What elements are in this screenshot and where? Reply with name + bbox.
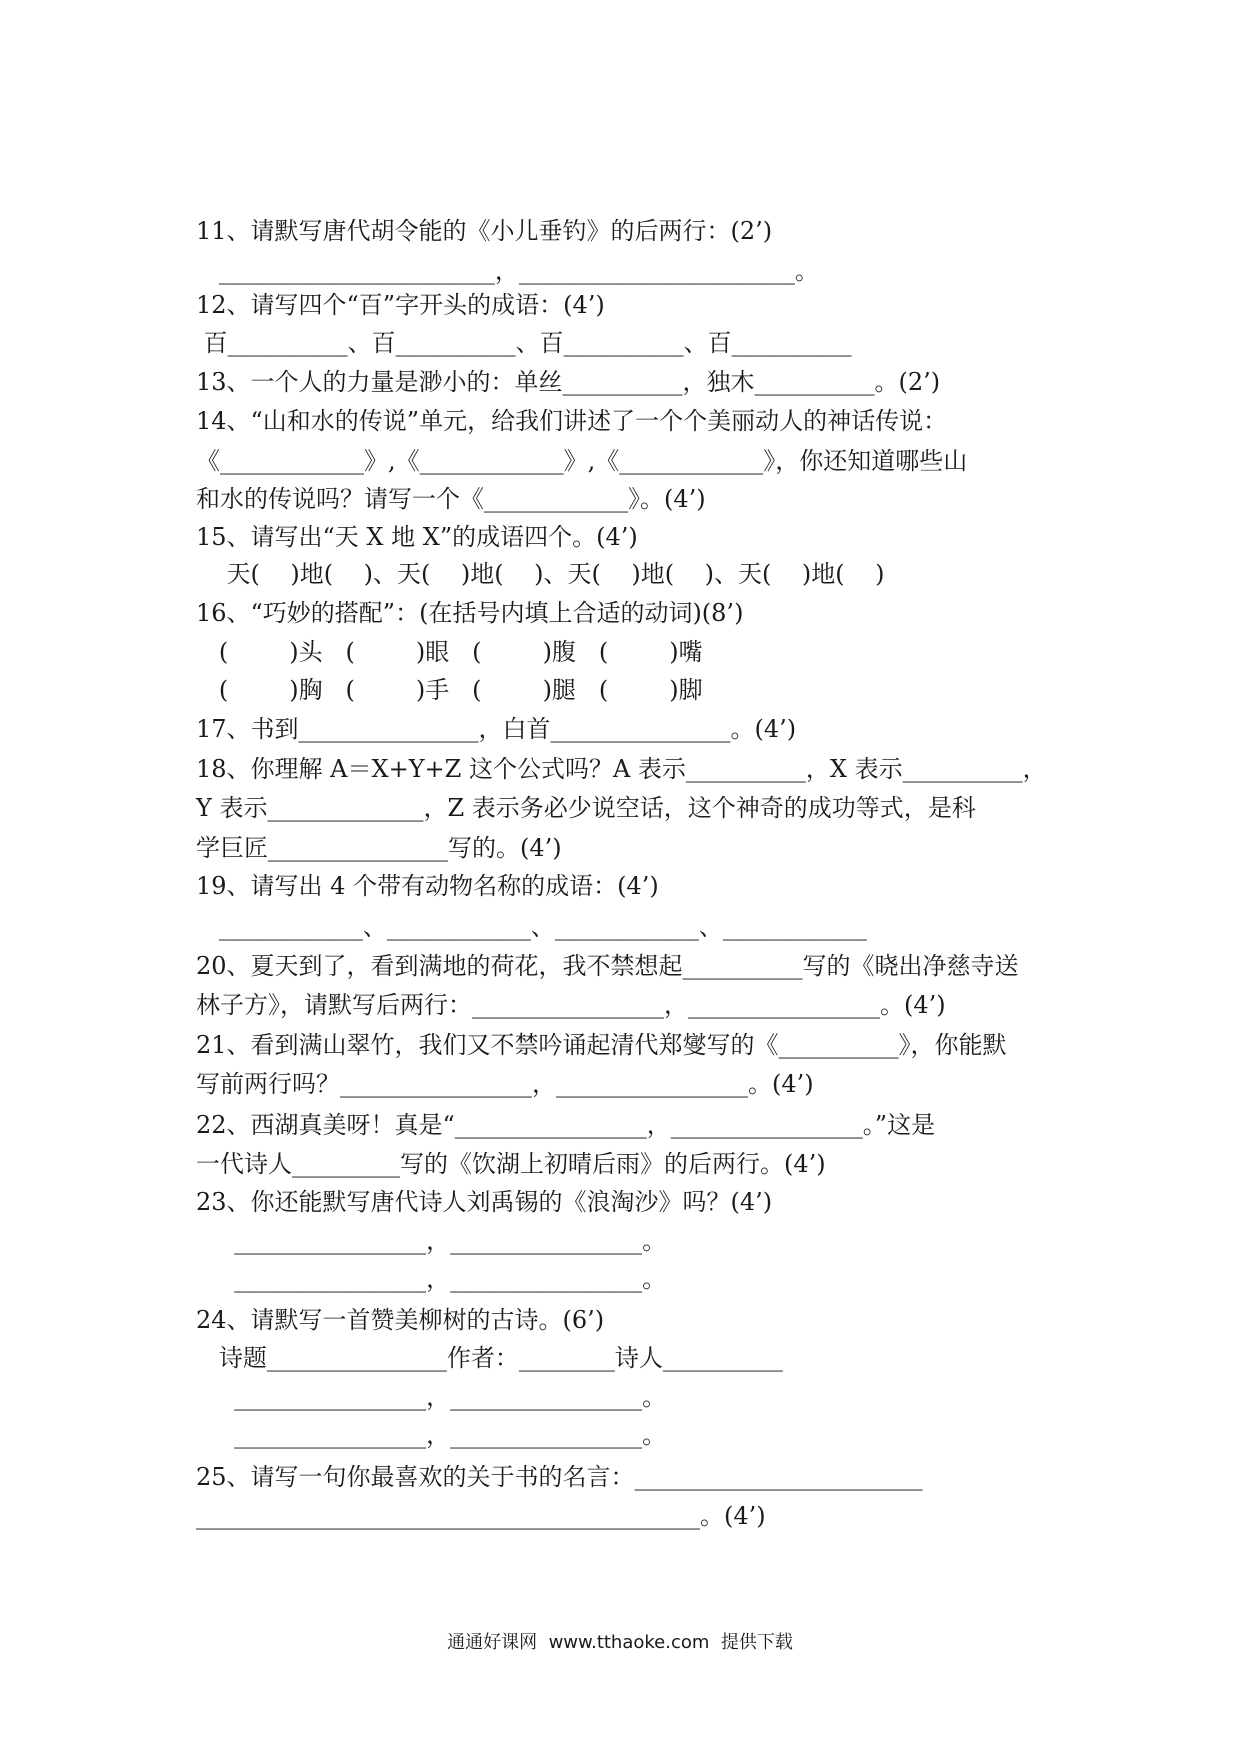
question-18-line-3: 学巨匠_______________写的。(4’) [196, 834, 562, 862]
question-11-answer-blank: _______________________，_______________________。 [196, 257, 819, 285]
question-24-answer-line-1: ________________，________________。 [196, 1383, 667, 1411]
question-25-prompt: 25、请写一句你最喜欢的关于书的名言：________________________ [196, 1463, 923, 1491]
question-18-prompt: 18、你理解 A＝X+Y+Z 这个公式吗？A 表示__________，X 表示__________， [196, 755, 1047, 783]
question-11-prompt: 11、请默写唐代胡令能的《小儿垂钓》的后两行：(2’) [196, 217, 773, 245]
question-21-line-2: 写前两行吗？________________，________________。(4’) [196, 1070, 814, 1098]
question-17-prompt: 17、书到_______________，白首_______________。(4’) [196, 715, 797, 743]
question-19-prompt: 19、请写出 4 个带有动物名称的成语：(4’) [196, 872, 659, 900]
question-18-line-2: Y 表示_____________，Z 表示务必少说空话，这个神奇的成功等式，是科 [196, 794, 976, 822]
question-24-answer-line-2: ________________，________________。 [196, 1421, 667, 1449]
question-14-line-2: 《____________》,《____________》,《____________》，你还知道哪些山 [196, 447, 968, 475]
question-13-prompt: 13、一个人的力量是渺小的：单丝__________，独木__________。(2’) [196, 368, 941, 396]
question-21-prompt: 21、看到满山翠竹，我们又不禁吟诵起清代郑燮写的《__________》，你能默 [196, 1031, 1007, 1059]
question-15-prompt: 15、请写出“天 X 地 X”的成语四个。(4’) [196, 523, 638, 551]
question-22-prompt: 22、西湖真美呀！真是“________________，________________。”这是 [196, 1111, 936, 1139]
question-23-prompt: 23、你还能默写唐代诗人刘禹锡的《浪淘沙》吗？(4’) [196, 1188, 773, 1216]
question-16-row-1: ( )头 ( )眼 ( )腹 ( )嘴 [196, 638, 703, 666]
question-12-prompt: 12、请写四个“百”字开头的成语：(4’) [196, 291, 605, 319]
question-23-answer-line-1: ________________，________________。 [196, 1227, 667, 1255]
question-20-line-2: 林子方》，请默写后两行：________________，________________。(4’) [196, 991, 946, 1019]
page-footer: 通通好课网 www.tthaoke.com 提供下载 [447, 1632, 793, 1653]
question-22-line-2: 一代诗人_________写的《饮湖上初晴后雨》的后两行。(4’) [196, 1150, 826, 1178]
question-16-row-2: ( )胸 ( )手 ( )腿 ( )脚 [196, 676, 703, 704]
question-23-answer-line-2: ________________，________________。 [196, 1265, 667, 1293]
question-12-answer-blank: 百__________、百__________、百__________、百__________ [196, 329, 852, 357]
question-24-title-author-line: 诗题_______________作者：________诗人__________ [196, 1344, 783, 1372]
question-15-answer-blank: 天( )地( )、天( )地( )、天( )地( )、天( )地( ) [196, 560, 885, 588]
question-19-answer-blank: ____________、____________、____________、____________ [196, 913, 867, 941]
question-16-prompt: 16、“巧妙的搭配”：(在括号内填上合适的动词)(8’) [196, 599, 744, 627]
question-14-line-3: 和水的传说吗？请写一个《____________》。(4’) [196, 485, 706, 513]
question-14-prompt: 14、“山和水的传说”单元，给我们讲述了一个个美丽动人的神话传说： [196, 407, 948, 435]
question-24-prompt: 24、请默写一首赞美柳树的古诗。(6’) [196, 1306, 605, 1334]
question-20-prompt: 20、夏天到了，看到满地的荷花，我不禁想起__________写的《晓出净慈寺送 [196, 952, 1019, 980]
question-25-line-2: __________________________________________。(4’) [196, 1502, 766, 1530]
